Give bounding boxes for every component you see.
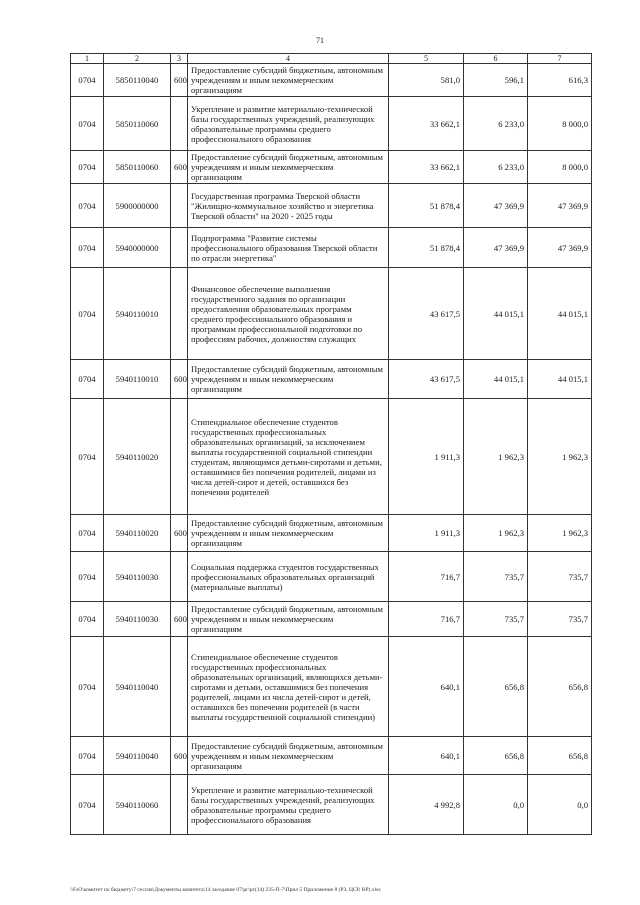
amount-col7: 735,7 [528, 552, 592, 602]
amount-col6: 47 369,9 [464, 184, 528, 228]
target-item-code: 5940000000 [104, 228, 171, 268]
budget-table [70, 53, 592, 835]
column-header: 7 [528, 54, 592, 64]
expense-type-code: 600 [171, 737, 188, 775]
section-code: 0704 [71, 228, 104, 268]
section-code: 0704 [71, 399, 104, 515]
section-code: 0704 [71, 184, 104, 228]
column-header: 2 [104, 54, 171, 64]
section-code: 0704 [71, 775, 104, 835]
target-item-code: 5940110010 [104, 360, 171, 399]
amount-col7: 616,3 [528, 64, 592, 97]
amount-col7: 44 015,1 [528, 268, 592, 360]
amount-col5: 716,7 [389, 602, 464, 637]
amount-col7: 8 000,0 [528, 151, 592, 184]
column-header: 1 [71, 54, 104, 64]
expense-type-code [171, 228, 188, 268]
table-row [71, 552, 592, 602]
amount-col7: 656,8 [528, 637, 592, 737]
section-code: 0704 [71, 64, 104, 97]
amount-col5: 51 878,4 [389, 228, 464, 268]
amount-col5: 640,1 [389, 737, 464, 775]
expense-type-code: 600 [171, 151, 188, 184]
column-number-row [71, 54, 592, 64]
amount-col5: 43 617,5 [389, 360, 464, 399]
target-item-code: 5940110020 [104, 515, 171, 552]
target-item-code: 5850110060 [104, 97, 171, 151]
section-code: 0704 [71, 737, 104, 775]
item-description: Предоставление субсидий бюджетным, автономным учреждениям и иным некоммерческим организациям [188, 515, 389, 552]
section-code: 0704 [71, 602, 104, 637]
amount-col5: 33 662,1 [389, 151, 464, 184]
item-description: Предоставление субсидий бюджетным, автономным учреждениям и иным некоммерческим организациям [188, 64, 389, 97]
amount-col7: 8 000,0 [528, 97, 592, 151]
section-code: 0704 [71, 552, 104, 602]
amount-col5: 716,7 [389, 552, 464, 602]
target-item-code: 5940110040 [104, 637, 171, 737]
item-description: Подпрограмма "Развитие системы профессионального образования Тверской области по отрасли энергетика" [188, 228, 389, 268]
section-code: 0704 [71, 268, 104, 360]
item-description: Предоставление субсидий бюджетным, автономным учреждениям и иным некоммерческим организациям [188, 151, 389, 184]
amount-col6: 656,8 [464, 737, 528, 775]
column-header: 6 [464, 54, 528, 64]
amount-col7: 656,8 [528, 737, 592, 775]
item-description: Государственная программа Тверской области "Жилищно-коммунальное хозяйство и энергетика Тверской области" на 2020 - 2025 годы [188, 184, 389, 228]
table-row [71, 268, 592, 360]
amount-col6: 0,0 [464, 775, 528, 835]
section-code: 0704 [71, 637, 104, 737]
column-header: 5 [389, 54, 464, 64]
table-row [71, 64, 592, 97]
expense-type-code: 600 [171, 602, 188, 637]
item-description: Стипендиальное обеспечение студентов государственных профессиональных образовательных организаций, являющихся детьми-сиротами и детьми, оставшимися без попечения родителей, лицами из числа детей-сирот и детей, оставшихся без попечения родителей (в части выплаты государственной социальной стипендии) [188, 637, 389, 737]
amount-col5: 43 617,5 [389, 268, 464, 360]
table-row [71, 151, 592, 184]
table-row [71, 97, 592, 151]
amount-col7: 1 962,3 [528, 515, 592, 552]
table-row [71, 602, 592, 637]
item-description: Предоставление субсидий бюджетным, автономным учреждениям и иным некоммерческим организациям [188, 737, 389, 775]
amount-col7: 0,0 [528, 775, 592, 835]
target-item-code: 5940110060 [104, 775, 171, 835]
amount-col5: 4 992,8 [389, 775, 464, 835]
column-header: 3 [171, 54, 188, 64]
amount-col6: 1 962,3 [464, 399, 528, 515]
section-code: 0704 [71, 151, 104, 184]
amount-col6: 1 962,3 [464, 515, 528, 552]
amount-col6: 596,1 [464, 64, 528, 97]
item-description: Предоставление субсидий бюджетным, автономным учреждениям и иным некоммерческим организациям [188, 602, 389, 637]
table-row [71, 637, 592, 737]
amount-col5: 581,0 [389, 64, 464, 97]
expense-type-code: 600 [171, 515, 188, 552]
table-row [71, 184, 592, 228]
amount-col6: 735,7 [464, 602, 528, 637]
amount-col6: 44 015,1 [464, 268, 528, 360]
section-code: 0704 [71, 360, 104, 399]
page-number: 71 [316, 36, 324, 45]
item-description: Социальная поддержка студентов государственных профессиональных образовательных организаций (материальные выплаты) [188, 552, 389, 602]
file-path-footer: \\FsO\комитет по бюджету\7 сессия\Документы комитета\14 заседание 07\рг\рг(14) 235-П-7\Прил 5 Приложение 8 (РЗ, ЦСР, ВР).xlsx [70, 887, 381, 893]
target-item-code: 5940110020 [104, 399, 171, 515]
amount-col5: 51 878,4 [389, 184, 464, 228]
item-description: Финансовое обеспечение выполнения государственного задания по организации предоставления образовательных программ среднего профессионального образования и программам профессиональной подготовки по профессиям рабочих, должностям служащих [188, 268, 389, 360]
item-description: Укрепление и развитие материально-технической базы государственных учреждений, реализующих образовательные программы среднего профессионального образования [188, 97, 389, 151]
table-row [71, 515, 592, 552]
table-row [71, 399, 592, 515]
amount-col6: 656,8 [464, 637, 528, 737]
expense-type-code [171, 97, 188, 151]
target-item-code: 5940110030 [104, 552, 171, 602]
table-row [71, 360, 592, 399]
table-row [71, 737, 592, 775]
target-item-code: 5900000000 [104, 184, 171, 228]
expense-type-code [171, 637, 188, 737]
expense-type-code: 600 [171, 64, 188, 97]
section-code: 0704 [71, 515, 104, 552]
expense-type-code: 600 [171, 360, 188, 399]
amount-col7: 47 369,9 [528, 228, 592, 268]
amount-col5: 1 911,3 [389, 399, 464, 515]
expense-type-code [171, 552, 188, 602]
amount-col6: 44 015,1 [464, 360, 528, 399]
amount-col6: 6 233,0 [464, 97, 528, 151]
amount-col6: 6 233,0 [464, 151, 528, 184]
expense-type-code [171, 775, 188, 835]
section-code: 0704 [71, 97, 104, 151]
item-description: Стипендиальное обеспечение студентов государственных профессиональных образовательных организаций, за исключением выплаты государственной социальной стипендии студентам, являющимся детьми-сиротами и детьми, оставшимися без попечения родителей, лицами из числа детей-сирот и детей, оставшихся без попечения родителей [188, 399, 389, 515]
target-item-code: 5850110060 [104, 151, 171, 184]
table-row [71, 775, 592, 835]
item-description: Укрепление и развитие материально-технической базы государственных учреждений, реализующих образовательные программы среднего профессионального образования [188, 775, 389, 835]
table-row [71, 228, 592, 268]
amount-col7: 44 015,1 [528, 360, 592, 399]
target-item-code: 5850110040 [104, 64, 171, 97]
amount-col7: 735,7 [528, 602, 592, 637]
amount-col5: 1 911,3 [389, 515, 464, 552]
amount-col7: 47 369,9 [528, 184, 592, 228]
item-description: Предоставление субсидий бюджетным, автономным учреждениям и иным некоммерческим организациям [188, 360, 389, 399]
expense-type-code [171, 399, 188, 515]
column-header: 4 [188, 54, 389, 64]
amount-col6: 47 369,9 [464, 228, 528, 268]
target-item-code: 5940110040 [104, 737, 171, 775]
expense-type-code [171, 268, 188, 360]
amount-col5: 33 662,1 [389, 97, 464, 151]
expense-type-code [171, 184, 188, 228]
target-item-code: 5940110030 [104, 602, 171, 637]
amount-col7: 1 962,3 [528, 399, 592, 515]
amount-col5: 640,1 [389, 637, 464, 737]
target-item-code: 5940110010 [104, 268, 171, 360]
amount-col6: 735,7 [464, 552, 528, 602]
